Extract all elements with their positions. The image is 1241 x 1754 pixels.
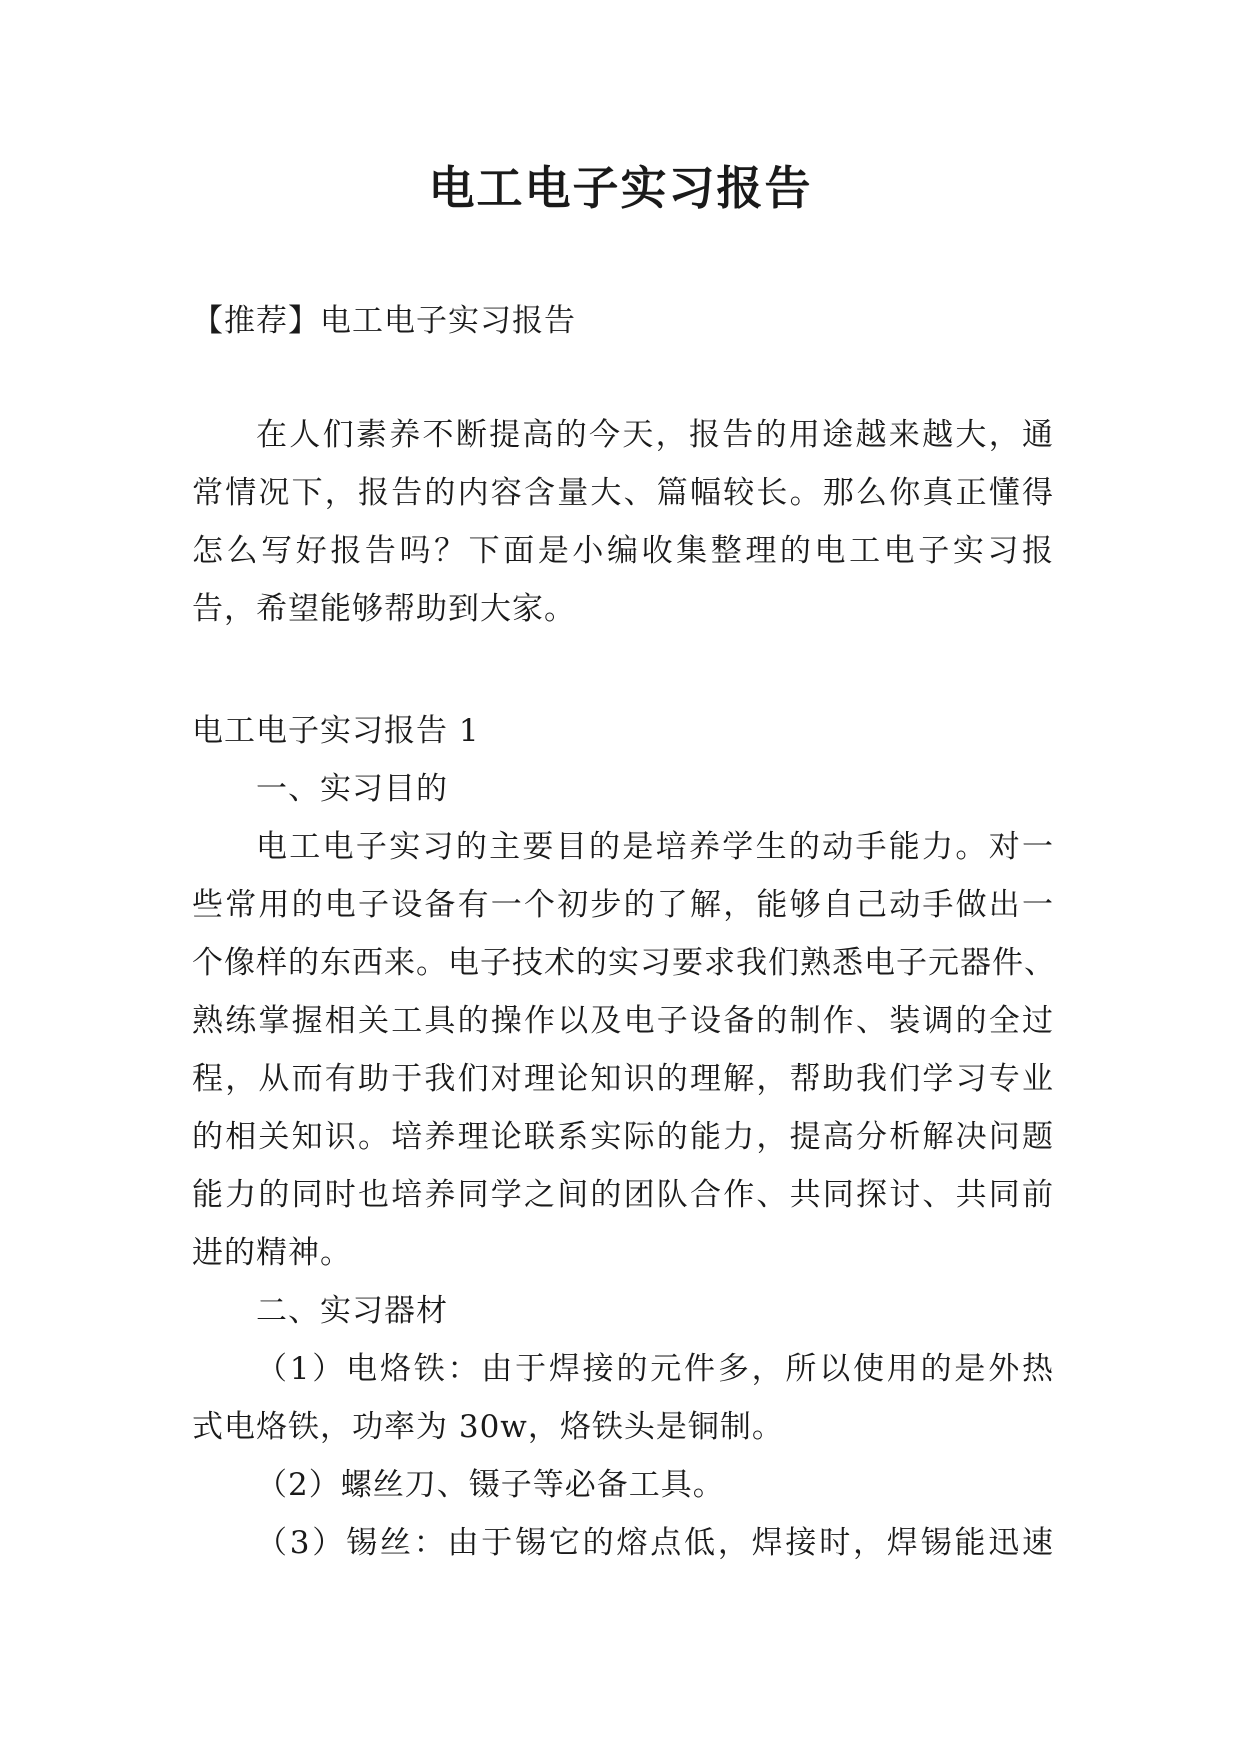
heading-purpose: 一、实习目的 — [256, 771, 448, 807]
paragraph-line: 能力的同时也培养同学之间的团队合作、共同探讨、共同前 — [192, 1177, 1054, 1213]
paragraph-line: 程，从而有助于我们对理论知识的理解，帮助我们学习专业 — [192, 1061, 1054, 1097]
paragraph-line: （1）电烙铁：由于焊接的元件多，所以使用的是外热 — [256, 1351, 1054, 1387]
paragraph-line: 电工电子实习的主要目的是培养学生的动手能力。对一 — [256, 829, 1054, 865]
intro-paragraph — [192, 406, 1054, 638]
paragraph-line: 在人们素养不断提高的今天，报告的用途越来越大，通 — [256, 417, 1054, 453]
equipment-item-3: （3）锡丝：由于锡它的熔点低，焊接时，焊锡能迅速 — [256, 1525, 1054, 1561]
document-title: 电工电子实习报告 — [428, 161, 813, 215]
document-body — [192, 292, 1054, 1572]
section-title: 电工电子实习报告 1 — [192, 713, 480, 749]
paragraph-line: 怎么写好报告吗？下面是小编收集整理的电工电子实习报 — [192, 533, 1054, 569]
paragraph-line: 告，希望能够帮助到大家。 — [192, 591, 576, 627]
recommend-line: 【推荐】电工电子实习报告 — [192, 303, 576, 339]
paragraph-line: 些常用的电子设备有一个初步的了解，能够自己动手做出一 — [192, 887, 1054, 923]
paragraph-line: 个像样的东西来。电子技术的实习要求我们熟悉电子元器件、 — [192, 945, 1056, 981]
heading-equipment: 二、实习器材 — [256, 1293, 448, 1329]
paragraph-line: 进的精神。 — [192, 1235, 352, 1271]
paragraph-line: 式电烙铁，功率为 30w，烙铁头是铜制。 — [192, 1409, 784, 1445]
paragraph-line: 常情况下，报告的内容含量大、篇幅较长。那么你真正懂得 — [192, 475, 1054, 511]
paragraph-line: 熟练掌握相关工具的操作以及电子设备的制作、装调的全过 — [192, 1003, 1054, 1039]
purpose-paragraph — [192, 818, 1054, 1282]
equipment-item-2: （2）螺丝刀、镊子等必备工具。 — [256, 1467, 725, 1503]
equipment-item-1 — [192, 1340, 1054, 1456]
paragraph-line: 的相关知识。培养理论联系实际的能力，提高分析解决问题 — [192, 1119, 1054, 1155]
